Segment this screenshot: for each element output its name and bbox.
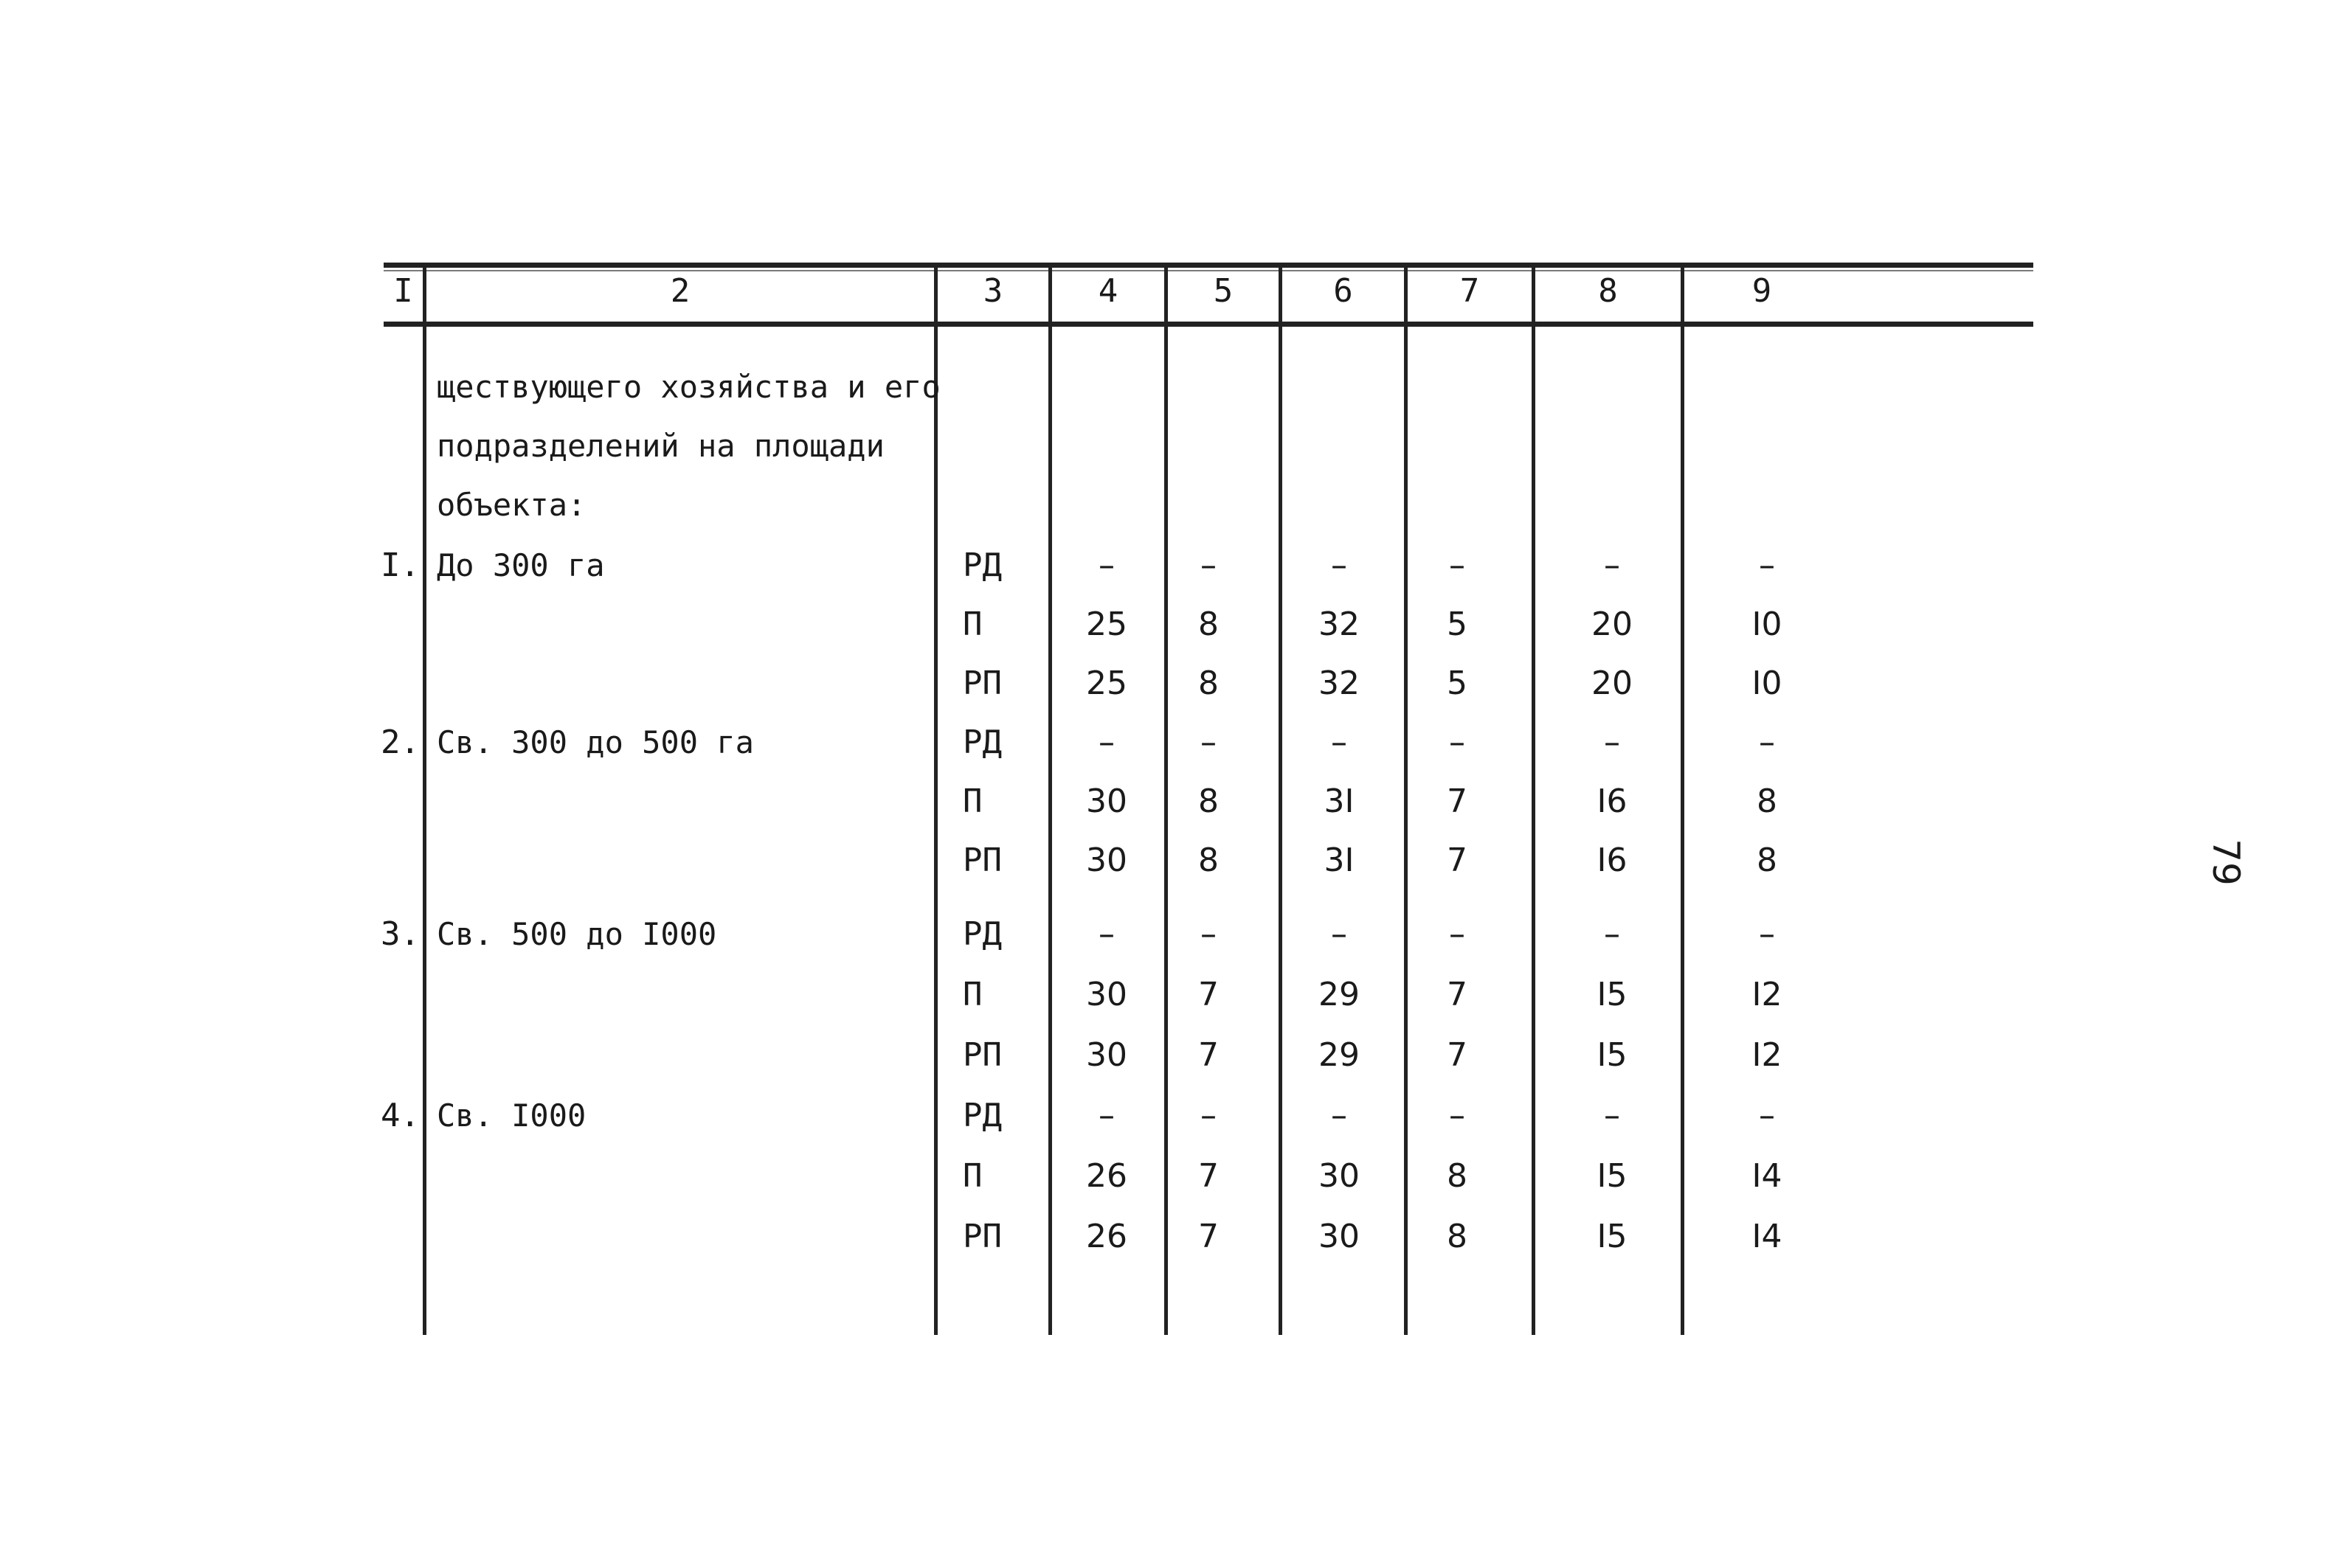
group-1-row-2-val-5: 8 [1198, 606, 1219, 643]
group-4-row-1-val-9: – [1759, 1097, 1775, 1134]
group-2-row-3-val-6: 3I [1324, 842, 1355, 879]
group-4-row-1-val-6: – [1331, 1097, 1347, 1134]
group-1-row-2-val-7: 5 [1447, 606, 1467, 643]
group-2-row-3-val-4: 30 [1086, 842, 1127, 879]
group-3-row-2-type: П [963, 976, 983, 1013]
group-4-row-2-val-9: I4 [1751, 1157, 1782, 1195]
group-3-row-2-val-6: 29 [1318, 976, 1360, 1013]
group-4-row-2-val-6: 30 [1318, 1157, 1360, 1195]
col-divider-8 [1681, 266, 1684, 1335]
header-col-6: 6 [1333, 272, 1353, 310]
group-3-row-3-type: РП [963, 1036, 1002, 1074]
group-1-row-1-val-4: – [1099, 547, 1115, 584]
group-4-row-1-val-5: – [1200, 1097, 1217, 1134]
group-3-row-2-val-5: 7 [1198, 976, 1219, 1013]
group-1-row-1-val-6: – [1331, 547, 1347, 584]
group-2-row-1-val-7: – [1449, 724, 1465, 761]
group-3-row-2-val-4: 30 [1086, 976, 1127, 1013]
group-1-row-2-val-6: 32 [1318, 606, 1360, 643]
group-1-row-1-val-5: – [1200, 547, 1217, 584]
group-2-row-1-val-5: – [1200, 724, 1217, 761]
group-1-row-3-val-7: 5 [1447, 665, 1467, 702]
group-2-row-3-type: РП [963, 842, 1002, 879]
group-1-row-3-val-6: 32 [1318, 665, 1360, 702]
group-2-row-2-val-4: 30 [1086, 783, 1127, 820]
group-2-row-3-val-5: 8 [1198, 842, 1219, 879]
group-1-row-2-val-8: 20 [1591, 606, 1633, 643]
group-4-row-3-val-5: 7 [1198, 1218, 1219, 1255]
group-3-row-1-val-6: – [1331, 915, 1347, 953]
group-4-row-3-val-6: 30 [1318, 1218, 1360, 1255]
header-col-4: 4 [1098, 272, 1118, 310]
group-3-row-1-val-8: – [1604, 915, 1620, 953]
group-4-row-3-val-9: I4 [1751, 1218, 1782, 1255]
col-divider-7 [1532, 266, 1535, 1335]
group-1-number: I. [381, 547, 420, 584]
group-2-row-3-val-7: 7 [1447, 842, 1467, 879]
group-3-row-1-val-7: – [1449, 915, 1465, 953]
group-4-row-3-val-7: 8 [1447, 1218, 1467, 1255]
group-4-row-1-type: РД [963, 1097, 1002, 1134]
group-1-row-1-val-9: – [1759, 547, 1775, 584]
group-3-row-3-val-7: 7 [1447, 1036, 1467, 1074]
group-3-row-1-type: РД [963, 915, 1002, 953]
col-divider-3 [1048, 266, 1052, 1335]
header-col-2: 2 [670, 272, 691, 310]
group-1-label: До 300 га [437, 547, 605, 583]
group-4-label: Св. I000 [437, 1097, 587, 1134]
intro-line-2: подразделений на площади [437, 428, 885, 464]
col-divider-1 [423, 266, 426, 1335]
header-col-9: 9 [1751, 272, 1772, 310]
table-top-rule [384, 263, 2033, 268]
group-3-row-3-val-6: 29 [1318, 1036, 1360, 1074]
group-2-row-1-val-9: – [1759, 724, 1775, 761]
group-2-row-1-type: РД [963, 724, 1002, 761]
group-1-row-1-type: РД [963, 547, 1002, 584]
group-3-row-3-val-4: 30 [1086, 1036, 1127, 1074]
group-2-row-2-val-7: 7 [1447, 783, 1467, 820]
group-2-row-2-val-6: 3I [1324, 783, 1355, 820]
group-2-row-3-val-9: 8 [1757, 842, 1777, 879]
group-2-label: Св. 300 до 500 га [437, 724, 754, 760]
group-4-row-2-val-7: 8 [1447, 1157, 1467, 1195]
group-3-row-3-val-8: I5 [1597, 1036, 1628, 1074]
group-3-row-3-val-5: 7 [1198, 1036, 1219, 1074]
group-4-row-2-type: П [963, 1157, 983, 1195]
group-1-row-3-val-8: 20 [1591, 665, 1633, 702]
group-2-row-3-val-8: I6 [1597, 842, 1628, 879]
group-4-row-3-val-4: 26 [1086, 1218, 1127, 1255]
group-3-row-1-val-5: – [1200, 915, 1217, 953]
group-3-row-2-val-9: I2 [1751, 976, 1782, 1013]
group-4-row-1-val-4: – [1099, 1097, 1115, 1134]
group-3-row-2-val-7: 7 [1447, 976, 1467, 1013]
header-col-1: I [393, 272, 413, 310]
group-4-number: 4. [381, 1097, 420, 1134]
header-col-3: 3 [983, 272, 1003, 310]
intro-line-1: ществующего хозяйства и его [437, 369, 941, 405]
group-1-row-2-val-9: I0 [1751, 606, 1782, 643]
intro-line-3: объекта: [437, 487, 587, 523]
header-bottom-rule [384, 322, 2033, 327]
group-1-row-3-val-4: 25 [1086, 665, 1127, 702]
page-number: 79 [2204, 839, 2247, 886]
group-3-row-1-val-4: – [1099, 915, 1115, 953]
header-col-7: 7 [1459, 272, 1480, 310]
group-2-row-1-val-6: – [1331, 724, 1347, 761]
group-1-row-3-type: РП [963, 665, 1002, 702]
group-3-row-1-val-9: – [1759, 915, 1775, 953]
group-1-row-2-type: П [963, 606, 983, 643]
table-top-rule-thin [384, 270, 2033, 271]
group-4-row-2-val-8: I5 [1597, 1157, 1628, 1195]
col-divider-5 [1279, 266, 1282, 1335]
group-4-row-3-type: РП [963, 1218, 1002, 1255]
group-2-row-2-val-9: 8 [1757, 783, 1777, 820]
header-col-5: 5 [1213, 272, 1234, 310]
group-1-row-3-val-5: 8 [1198, 665, 1219, 702]
group-3-row-3-val-9: I2 [1751, 1036, 1782, 1074]
group-2-row-1-val-4: – [1099, 724, 1115, 761]
group-2-row-1-val-8: – [1604, 724, 1620, 761]
group-2-number: 2. [381, 724, 420, 761]
group-4-row-2-val-5: 7 [1198, 1157, 1219, 1195]
group-4-row-3-val-8: I5 [1597, 1218, 1628, 1255]
group-2-row-2-val-5: 8 [1198, 783, 1219, 820]
group-1-row-1-val-7: – [1449, 547, 1465, 584]
group-1-row-3-val-9: I0 [1751, 665, 1782, 702]
group-4-row-1-val-7: – [1449, 1097, 1465, 1134]
group-3-row-2-val-8: I5 [1597, 976, 1628, 1013]
group-1-row-2-val-4: 25 [1086, 606, 1127, 643]
group-4-row-1-val-8: – [1604, 1097, 1620, 1134]
group-2-row-2-val-8: I6 [1597, 783, 1628, 820]
group-1-row-1-val-8: – [1604, 547, 1620, 584]
group-2-row-2-type: П [963, 783, 983, 820]
group-3-label: Св. 500 до I000 [437, 916, 717, 952]
col-divider-2 [934, 266, 938, 1335]
group-3-number: 3. [381, 915, 420, 953]
group-4-row-2-val-4: 26 [1086, 1157, 1127, 1195]
header-col-8: 8 [1598, 272, 1618, 310]
